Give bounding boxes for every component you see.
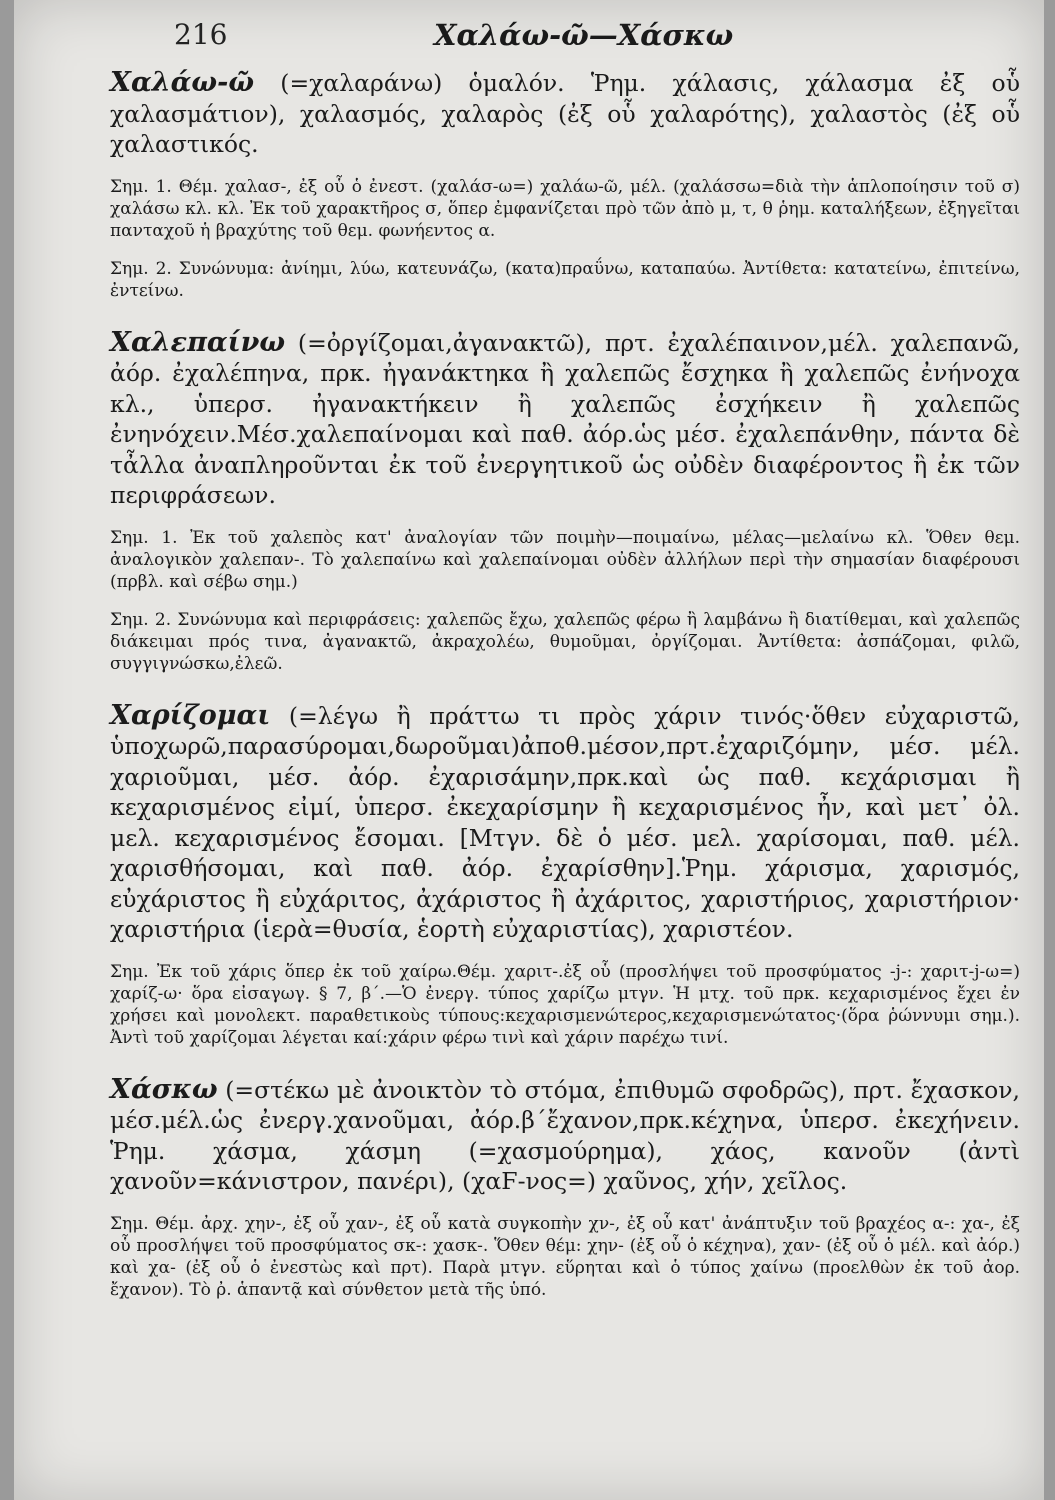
entry-text: (=χαλαράνω) ὁμαλόν. Ῥημ. χάλασις, χάλασμα ἐξ οὗ χαλασμάτιον), χαλασμός, χαλαρὸς (ἐξ οὗ χαλαρότης), χαλαστὸς (ἐξ οὗ χαλαστικός. bbox=[110, 69, 1020, 158]
running-head: Χαλάω-ῶ—Χάσκω bbox=[434, 18, 734, 52]
page-content bbox=[110, 68, 1020, 1317]
entry-text: (=ὀργίζομαι,ἀγανακτῶ), πρτ. ἐχαλέπαινον,μέλ. χαλεπανῶ, ἀόρ. ἐχαλέπηνα, πρκ. ἠγανάκτηκα ἢ χαλεπῶς ἔσχηκα ἢ χαλεπῶς ἐνήνοχα κλ., ὑπερσ. ἠγανακτήκειν ἢ χαλεπῶς ἐσχήκειν ἢ χαλεπῶς ἐνηνόχειν.Μέσ.χαλεπαίνομαι καὶ παθ. ἀόρ.ὡς μέσ. ἐχαλεπάνθην, πάντα δὲ τἆλλα ἀναπληροῦνται ἐκ τοῦ ἐνεργητικοῦ ὡς οὐδὲν διαφέροντος ἢ ἐκ τῶν περιφράσεων. bbox=[110, 328, 1020, 509]
entry-chalepaino bbox=[110, 328, 1020, 511]
entry-text: (=στέκω μὲ ἀνοικτὸν τὸ στόμα, ἐπιθυμῶ σφοδρῶς), πρτ. ἔχασκον, μέσ.μέλ.ὡς ἐνεργ.χανοῦμαι, ἀόρ.β΄ἔχανον,πρκ.κέχηνα, ὑπερσ. ἐκεχήνειν. Ῥημ. χάσμα, χάσμη (=χασμούρημα), χάος, κανοῦν (ἀντὶ χανοῦν=κάνιστρον, πανέρι), (χαϜ-νος=) χαῦνος, χήν, χεῖλος. bbox=[110, 1075, 1020, 1195]
entry-chalao bbox=[110, 68, 1020, 160]
book-page bbox=[14, 0, 1044, 1500]
page-number: 216 bbox=[174, 18, 228, 51]
note-chalepaino-2: Σημ. 2. Συνώνυμα καὶ περιφράσεις: χαλεπῶς ἔχω, χαλεπῶς φέρω ἢ λαμβάνω ἢ διατίθεμαι, καὶ χαλεπῶς διάκειμαι πρός τινα, ἀγανακτῶ, ἀκραχολέω, θυμοῦμαι, ὀργίζομαι. Ἀντίθετα: ἀσπάζομαι, φιλῶ, συγγιγνώσκω,ἐλεῶ. bbox=[110, 609, 1020, 674]
note-chasko: Σημ. Θέμ. ἀρχ. χην-, ἐξ οὗ χαν-, ἐξ οὗ κατὰ συγκοπὴν χν-, ἐξ οὗ κατ' ἀνάπτυξιν τοῦ βραχέος α-: χα-, ἐξ οὗ προσλήψει τοῦ προσφύματος σκ-: χασκ-. Ὅθεν θέμ: χην- (ἐξ οὗ ὁ κέχηνα), χαν- (ἐξ οὗ ὁ μέλ. καὶ ἀόρ.) καὶ χα- (ἐξ οὗ ὁ ἐνεστὼς καὶ πρτ). Παρὰ μτγν. εὕρηται καὶ ὁ τύπος χαίνω (προελθὼν ἐκ τοῦ ἀορ. ἔχανον). Τὸ ῤ. ἁπαντᾷ καὶ σύνθετον μετὰ τῆς ὑπό. bbox=[110, 1213, 1020, 1300]
note-chalepaino-1: Σημ. 1. Ἐκ τοῦ χαλεπὸς κατ' ἀναλογίαν τῶν ποιμὴν—ποιμαίνω, μέλας—μελαίνω κλ. Ὅθεν θεμ. ἀναλογικὸν χαλεπαν-. Τὸ χαλεπαίνω καὶ χαλεπαίνομαι οὐδὲν ἀλλήλων περὶ τὴν σημασίαν διαφέρουσι (πρβλ. καὶ σέβω σημ.) bbox=[110, 527, 1020, 592]
note-charizomai: Σημ. Ἐκ τοῦ χάρις ὅπερ ἐκ τοῦ χαίρω.Θέμ. χαριτ-.ἐξ οὗ (προσλήψει τοῦ προσφύματος -j-: χαριτ-j-ω=) χαρίζ-ω· ὅρα εἰσαγωγ. § 7, β΄.—Ὁ ἐνεργ. τύπος χαρίζω μτγν. Ἡ μτχ. τοῦ πρκ. κεχαρισμένος ἔχει ἐν χρήσει καὶ μονολεκτ. παραθετικοὺς τύπους:κεχαρισμενώτερος,κεχαρισμενώτατος·(ὅρα ῥώννυμι σημ.). Ἀντὶ τοῦ χαρίζομαι λέγεται καί:χάριν φέρω τινὶ καὶ χάριν παρέχω τινί. bbox=[110, 961, 1020, 1048]
note-chalao-2: Σημ. 2. Συνώνυμα: ἀνίημι, λύω, κατευνάζω, (κατα)πραΰνω, καταπαύω. Ἀντίθετα: κατατείνω, ἐπιτείνω, ἐντείνω. bbox=[110, 258, 1020, 301]
entry-headword: Χαρίζομαι bbox=[110, 699, 271, 731]
note-chalao-1: Σημ. 1. Θέμ. χαλασ-, ἐξ οὗ ὁ ἐνεστ. (χαλάσ-ω=) χαλάω-ῶ, μέλ. (χαλάσσω=διὰ τὴν ἁπλοποίησιν τοῦ σ) χαλάσω κλ. κλ. Ἐκ τοῦ χαρακτῆρος σ, ὅπερ ἐμφανίζεται πρὸ τῶν ἀπὸ μ, τ, θ ῥημ. καταλήξεων, ἐξηγεῖται πανταχοῦ ἡ βραχύτης τοῦ θεμ. φωνήεντος α. bbox=[110, 176, 1020, 241]
entry-chasko bbox=[110, 1075, 1020, 1197]
page-header bbox=[14, 18, 1044, 62]
entry-headword: Χάσκω bbox=[110, 1073, 218, 1105]
entry-headword: Χαλάω-ῶ bbox=[110, 67, 255, 98]
entry-text: (=λέγω ἢ πράττω τι πρὸς χάριν τινός·ὅθεν εὐχαριστῶ, ὑποχωρῶ,παρασύρομαι,δωροῦμαι)ἀποθ.μέσον,πρτ.ἐχαριζόμην, μέσ. μέλ. χαριοῦμαι, μέσ. ἀόρ. ἐχαρισάμην,πρκ.καὶ ὡς παθ. κεχάρισμαι ἢ κεχαρισμένος εἰμί, ὑπερσ. ἐκεχαρίσμην ἢ κεχαρισμένος ἦν, καὶ μετ᾽ ὀλ. μελ. κεχαρισμένος ἔσομαι. [Μτγν. δὲ ὁ μέσ. μελ. χαρίσομαι, παθ. μέλ. χαρισθήσομαι, καὶ παθ. ἀόρ. ἐχαρίσθην].Ῥημ. χάρισμα, χαρισμός, εὐχάριστος ἢ εὐχάριτος, ἀχάριστος ἢ ἀχάριτος, χαριστήριος, χαριστήριον· χαριστήρια (ἱερὰ=θυσία, ἑορτὴ εὐχαριστίας), χαριστέον. bbox=[110, 701, 1020, 943]
entry-charizomai bbox=[110, 701, 1020, 945]
entry-headword: Χαλεπαίνω bbox=[110, 326, 286, 358]
